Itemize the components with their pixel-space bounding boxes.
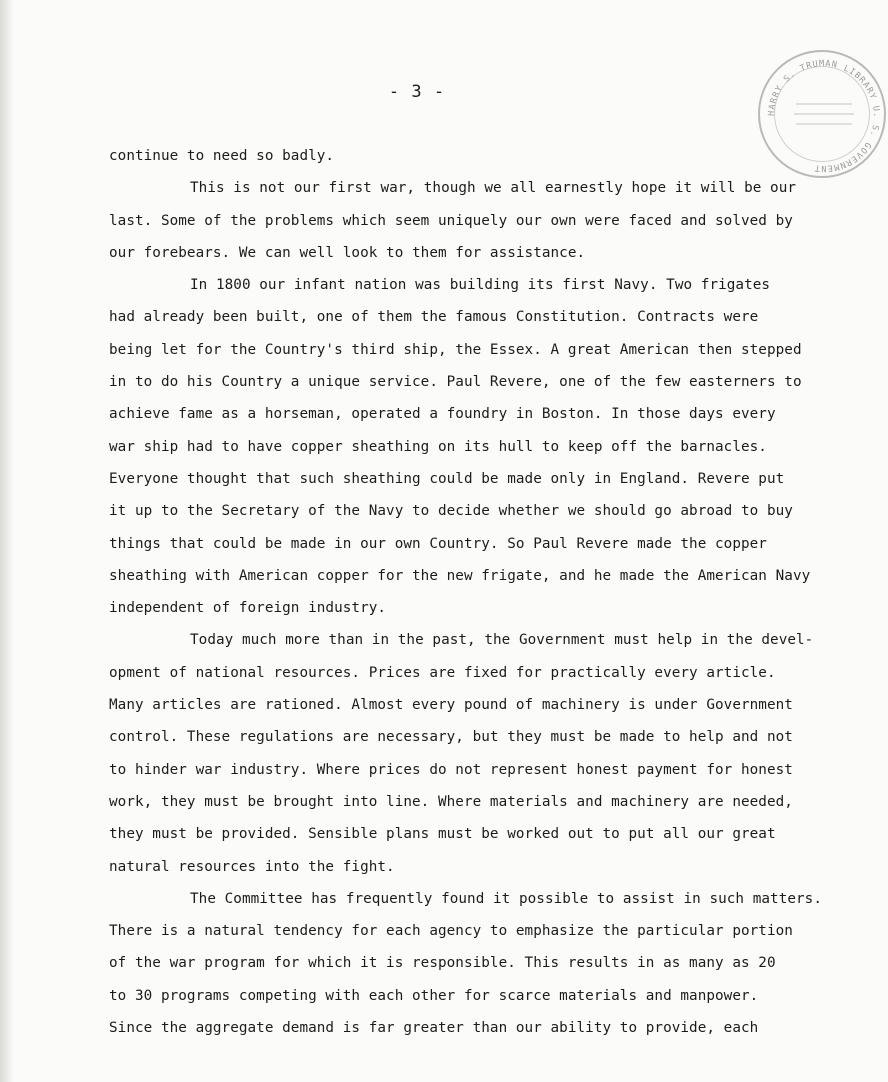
text-line: had already been built, one of them the famous Constitution. Contracts were	[109, 309, 759, 326]
stamp-text: HARRY S. TRUMAN LIBRARY U. S. GOVERNMENT	[766, 58, 882, 174]
text-line: to 30 programs competing with each other for scarce materials and manpower.	[109, 987, 759, 1004]
text-line: in to do his Country a unique service. Paul Revere, one of the few easterners to	[109, 374, 802, 391]
text-line: Many articles are rationed. Almost every pound of machinery is under Government	[109, 697, 793, 714]
text-line: last. Some of the problems which seem uniquely our own were faced and solved by	[109, 212, 793, 229]
text-line: Everyone thought that such sheathing could be made only in England. Revere put	[109, 470, 785, 487]
text-line: Since the aggregate demand is far greater than our ability to provide, each	[109, 1020, 759, 1037]
text-line: it up to the Secretary of the Navy to decide whether we should go abroad to buy	[109, 503, 793, 520]
text-line: In 1800 our infant nation was building its first Navy. Two frigates	[190, 277, 771, 294]
page-number: - 3 -	[388, 82, 446, 102]
text-line: Today much more than in the past, the Government must help in the devel-	[190, 632, 814, 649]
text-line: being let for the Country's third ship, the Essex. A great American then stepped	[109, 341, 802, 358]
text-line: to hinder war industry. Where prices do not represent honest payment for honest	[109, 761, 793, 778]
text-line: independent of foreign industry.	[109, 600, 387, 617]
text-line: things that could be made in our own Country. So Paul Revere made the copper	[109, 535, 767, 552]
text-line: The Committee has frequently found it possible to assist in such matters.	[190, 890, 822, 907]
text-line: opment of national resources. Prices are fixed for practically every article.	[109, 664, 776, 681]
text-line: There is a natural tendency for each agency to emphasize the particular portion	[109, 923, 793, 940]
text-line: our forebears. We can well look to them for assistance.	[109, 244, 586, 261]
text-line: This is not our first war, though we all earnestly hope it will be our	[190, 180, 797, 197]
text-line: control. These regulations are necessary, but they must be made to help and not	[109, 729, 793, 746]
text-line: work, they must be brought into line. Where materials and machinery are needed,	[109, 793, 793, 810]
document-body	[109, 140, 822, 1044]
text-line: achieve fame as a horseman, operated a foundry in Boston. In those days every	[109, 406, 776, 423]
text-line: natural resources into the fight.	[109, 858, 395, 875]
text-line: sheathing with American copper for the new frigate, and he made the American Navy	[109, 567, 811, 584]
page-shadow-edge	[0, 0, 14, 1082]
text-line: of the war program for which it is responsible. This results in as many as 20	[109, 955, 776, 972]
text-line: continue to need so badly.	[109, 148, 335, 164]
text-line: they must be provided. Sensible plans must be worked out to put all our great	[109, 826, 776, 843]
text-line: war ship had to have copper sheathing on its hull to keep off the barnacles.	[109, 438, 767, 455]
